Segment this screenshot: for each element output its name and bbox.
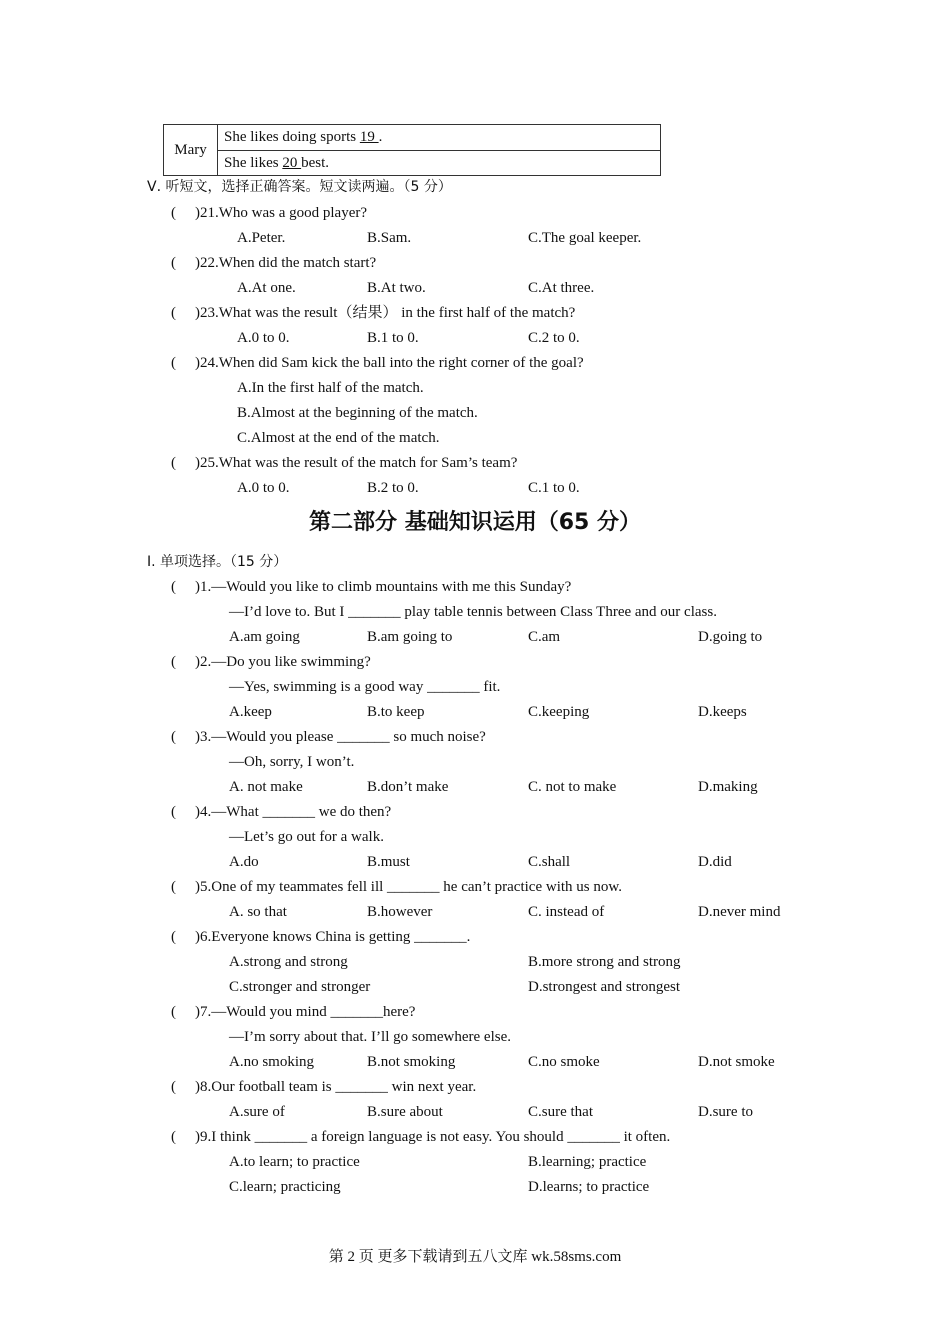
page-footer: 第 2 页 更多下载请到五八文库 wk.58sms.com [328, 1249, 622, 1265]
option: B.don’t make [367, 779, 449, 795]
question-22: ( )22.When did the match start? [171, 255, 377, 271]
question-24: ( )24.When did Sam kick the ball into the right corner of the goal? [171, 355, 584, 371]
question-line: —Yes, swimming is a good way _______ fit. [229, 679, 501, 695]
option: B.more strong and strong [528, 954, 681, 970]
option: C.shall [528, 854, 571, 870]
question-line: —I’m sorry about that. I’ll go somewhere else. [229, 1029, 512, 1045]
option: D.keeps [698, 704, 747, 720]
option: A.no smoking [229, 1054, 315, 1070]
option: A.do [229, 854, 259, 870]
option: A.sure of [229, 1104, 285, 1120]
option: D.learns; to practice [528, 1179, 650, 1195]
option: B.At two. [367, 280, 426, 296]
option: A.am going [229, 629, 300, 645]
option: C.Almost at the end of the match. [237, 430, 440, 446]
question-9: ( )9.I think _______ a foreign language is not easy. You should _______ it often. [171, 1129, 671, 1145]
option: C.stronger and stronger [229, 979, 371, 995]
option: D.making [698, 779, 758, 795]
option: B.not smoking [367, 1054, 456, 1070]
option: A.keep [229, 704, 272, 720]
question-4: ( )4.—What _______ we do then? [171, 804, 392, 820]
option: C.no smoke [528, 1054, 600, 1070]
option: D.not smoke [698, 1054, 775, 1070]
option: B.Almost at the beginning of the match. [237, 405, 478, 421]
option: C.am [528, 629, 561, 645]
option: B.am going to [367, 629, 453, 645]
option: B.must [367, 854, 410, 870]
option: C.keeping [528, 704, 590, 720]
question-7: ( )7.—Would you mind _______here? [171, 1004, 416, 1020]
option: C. instead of [528, 904, 605, 920]
part-2-title: 第二部分 基础知识运用（65 分） [309, 510, 641, 535]
option: A.0 to 0. [237, 480, 290, 496]
option: C.1 to 0. [528, 480, 580, 496]
option: D.did [698, 854, 732, 870]
section-5-heading: Ⅴ. 听短文，选择正确答案。短文读两遍。（5 分） [147, 179, 452, 195]
option: B.however [367, 904, 433, 920]
option: C.learn; practicing [229, 1179, 341, 1195]
option: B.sure about [367, 1104, 443, 1120]
table-row-2: She likes 20 best. [218, 150, 661, 176]
table-row-1: She likes doing sports 19 . [218, 125, 661, 151]
option: D.never mind [698, 904, 781, 920]
section-1-heading: Ⅰ. 单项选择。（15 分） [147, 554, 288, 570]
info-table [163, 124, 661, 176]
option: C. not to make [528, 779, 617, 795]
option: C.2 to 0. [528, 330, 580, 346]
question-3: ( )3.—Would you please _______ so much noise? [171, 729, 486, 745]
option: B.to keep [367, 704, 425, 720]
option: B.Sam. [367, 230, 412, 246]
option: A.In the first half of the match. [237, 380, 424, 396]
option: B.learning; practice [528, 1154, 647, 1170]
option: A.strong and strong [229, 954, 348, 970]
question-line: —Oh, sorry, I won’t. [229, 754, 355, 770]
option: C.At three. [528, 280, 595, 296]
option: A. so that [229, 904, 287, 920]
question-2: ( )2.—Do you like swimming? [171, 654, 371, 670]
option: A.Peter. [237, 230, 286, 246]
question-line: —Let’s go out for a walk. [229, 829, 384, 845]
option: B.1 to 0. [367, 330, 419, 346]
option: C.The goal keeper. [528, 230, 642, 246]
option: D.going to [698, 629, 763, 645]
option: D.strongest and strongest [528, 979, 681, 995]
question-6: ( )6.Everyone knows China is getting _______. [171, 929, 471, 945]
question-21: ( )21.Who was a good player? [171, 205, 368, 221]
option: A.to learn; to practice [229, 1154, 360, 1170]
question-line: —I’d love to. But I _______ play table tennis between Class Three and our class. [229, 604, 717, 620]
option: A.0 to 0. [237, 330, 290, 346]
question-25: ( )25.What was the result of the match for Sam’s team? [171, 455, 518, 471]
question-23: ( )23.What was the result（结果） in the first half of the match? [171, 305, 576, 321]
option: C.sure that [528, 1104, 593, 1120]
table-name-cell: Mary [164, 125, 218, 176]
question-1: ( )1.—Would you like to climb mountains with me this Sunday? [171, 579, 572, 595]
option: A. not make [229, 779, 303, 795]
question-5: ( )5.One of my teammates fell ill _______ he can’t practice with us now. [171, 879, 622, 895]
question-8: ( )8.Our football team is _______ win next year. [171, 1079, 477, 1095]
option: A.At one. [237, 280, 296, 296]
option: B.2 to 0. [367, 480, 419, 496]
option: D.sure to [698, 1104, 753, 1120]
